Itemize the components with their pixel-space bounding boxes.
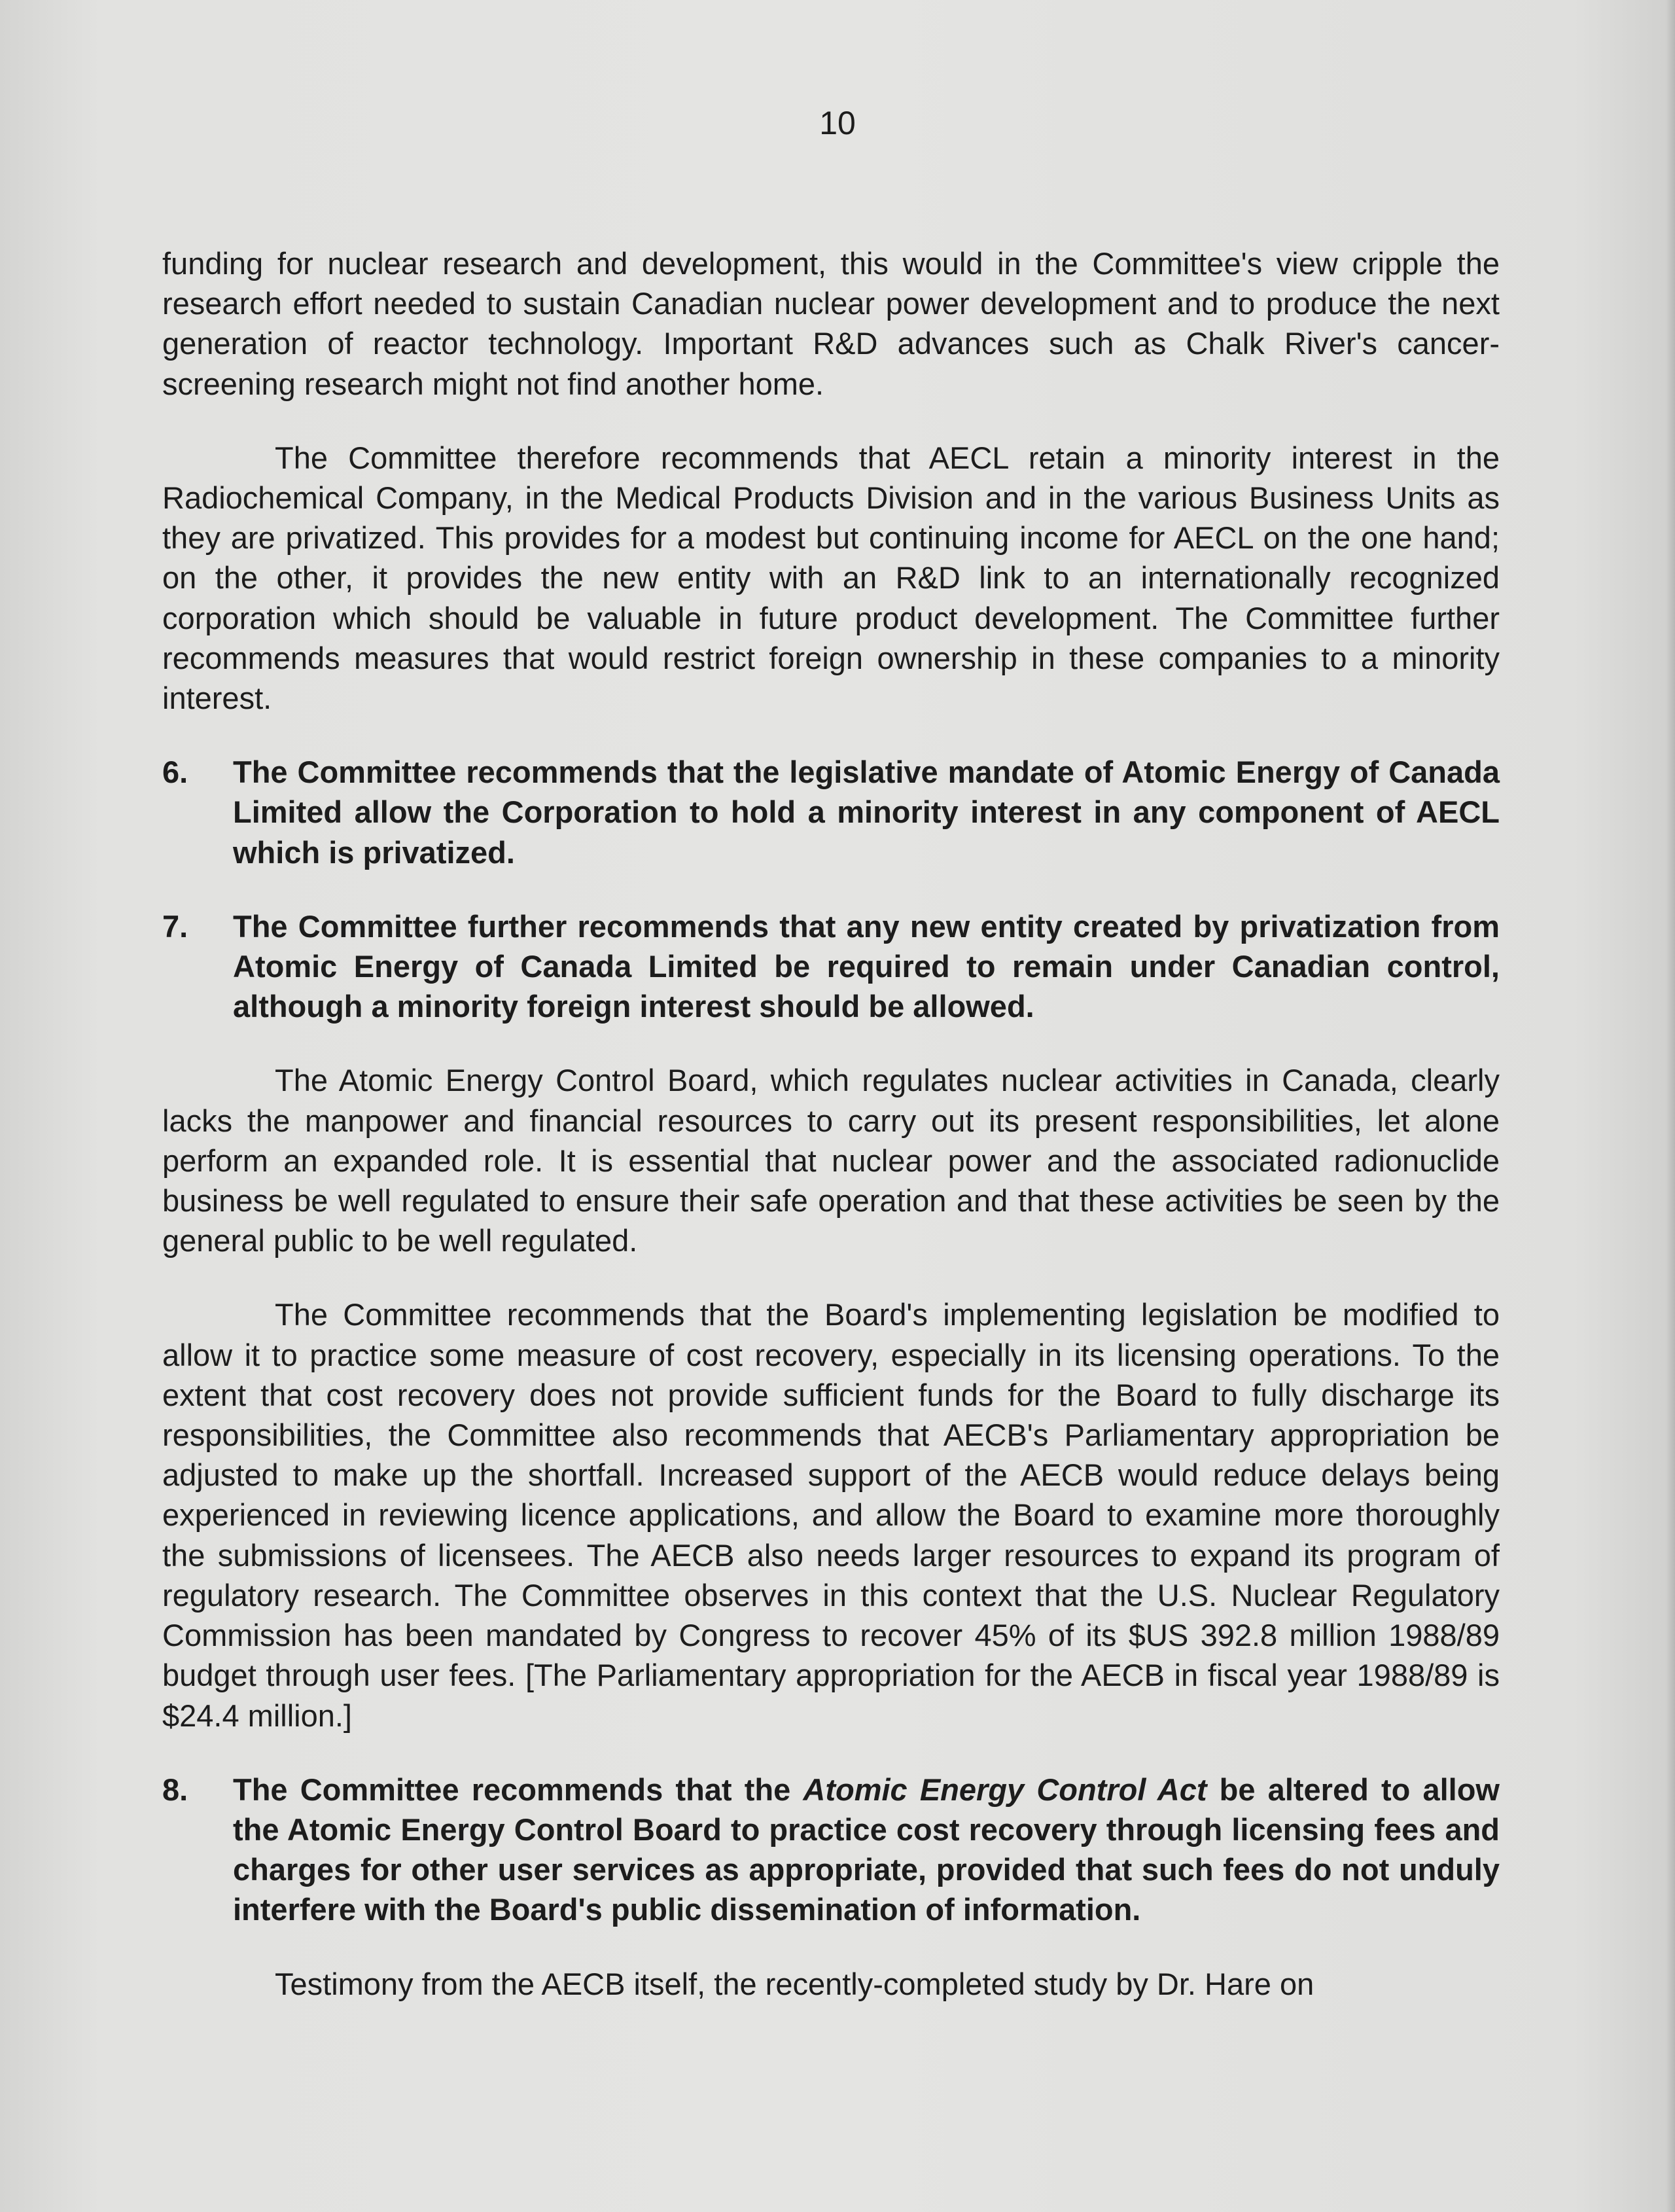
recommendation-text bbox=[233, 1770, 1500, 1930]
recommendation-text: The Committee further recommends that any new entity created by privatization from Atomic Energy of Canada Limited be required to remain under Canadian control, although a minority foreign interest should be allowed. bbox=[233, 908, 1500, 1024]
recommendation-number: 6. bbox=[162, 755, 188, 790]
body-text bbox=[162, 243, 1500, 2004]
recommendation-text-end: be altered to allow the Atomic Energy Control Board to practice cost recovery through licensing fees and charges for other user services as appropriate, provided that such fees do not unduly interfere with the Board's public dissemination of information. bbox=[233, 1772, 1500, 1927]
page-edge-shadow bbox=[1666, 0, 1675, 2212]
paragraph-continuation: funding for nuclear research and development, this would in the Committee's view cripple the research effort needed to sustain Canadian nuclear power development and to produce the next generation of reactor technology. Important R&D advances such as Chalk River's cancer-screening research might not find another home. bbox=[162, 246, 1500, 401]
recommendation-6 bbox=[162, 752, 1500, 872]
paragraph-minority-interest: The Committee therefore recommends that AECL retain a minority interest in the Radiochemical Company, in the Medical Products Division and in the various Business Units as they are privatized. This provides for a modest but continuing income for AECL on the one hand; on the other, it provides the new entity with an R&D link to an internationally recognized corporation which should be valuable in future product development. The Committee further recommends measures that would restrict foreign ownership in these companies to a minority interest. bbox=[162, 440, 1500, 716]
paragraph-cost-recovery: The Committee recommends that the Board's implementing legislation be modified to allow it to practice some measure of cost recovery, especially in its licensing operations. To the extent that cost recovery does not provide sufficient funds for the Board to fully discharge its responsibilities, the Committee also recommends that AECB's Parliamentary appropriation be adjusted to make up the shortfall. Increased support of the AECB would reduce delays being experienced in reviewing licence applications, and allow the Board to examine more thoroughly the submissions of licensees. The AECB also needs larger resources to expand its program of regulatory research. The Committee observes in this context that the U.S. Nuclear Regulatory Commission has been mandated by Congress to recover 45% of its $US 392.8 million 1988/89 budget through user fees. [The Parliamentary appropriation for the AECB in fiscal year 1988/89 is $24.4 million.] bbox=[162, 1297, 1500, 1733]
paragraph-aecb-resources: The Atomic Energy Control Board, which regulates nuclear activities in Canada, clearly lacks the manpower and financial resources to carry out its present responsibilities, let alone perform an expanded role. It is essential that nuclear power and the associated radionuclide business be well regulated to ensure their safe operation and that these activities be seen by the general public to be well regulated. bbox=[162, 1063, 1500, 1258]
recommendation-text: The Committee recommends that the legislative mandate of Atomic Energy of Canada Limited allow the Corporation to hold a minority interest in any component of AECL which is privatized. bbox=[233, 755, 1500, 870]
recommendation-text-start: The Committee recommends that the bbox=[233, 1772, 803, 1807]
paragraph-testimony: Testimony from the AECB itself, the recently-completed study by Dr. Hare on bbox=[275, 1966, 1314, 2001]
recommendation-number: 7. bbox=[162, 908, 188, 944]
recommendation-number: 8. bbox=[162, 1772, 188, 1807]
act-title: Atomic Energy Control Act bbox=[803, 1772, 1207, 1807]
recommendation-8 bbox=[162, 1770, 1500, 1930]
page-number: 10 bbox=[819, 105, 856, 141]
recommendation-7 bbox=[162, 906, 1500, 1027]
